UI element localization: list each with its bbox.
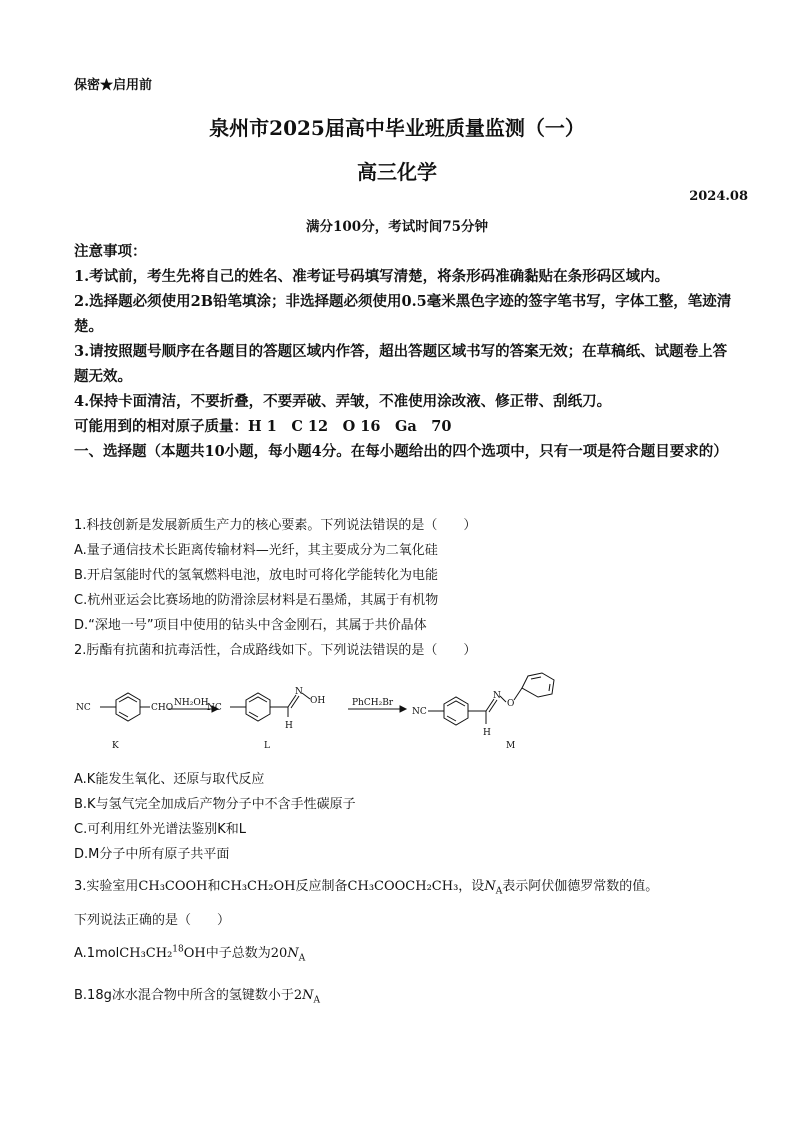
formula-ethanol: CH₃CH₂OH xyxy=(220,879,296,894)
benzene-ring-benzyl xyxy=(522,673,554,697)
m-nc-label: NC xyxy=(412,707,427,717)
notes-block xyxy=(74,239,734,464)
score-time: 满分100分，考试时间75分钟 xyxy=(306,219,488,235)
q3-post2: 表示阿伏伽德罗常数的值。 xyxy=(502,879,659,894)
q3-a-na: N xyxy=(287,946,299,961)
label-l: L xyxy=(264,741,270,751)
note-item-2: 2.选择题必须使用2B铅笔填涂；非选择题必须使用0.5毫米黑色字迹的签字笔书写，字体工整，笔迹清楚。 xyxy=(74,293,732,335)
q3-a-formula: CH₃CH₂ xyxy=(119,946,173,961)
q3-a-oh: OH xyxy=(183,946,206,961)
confidential-label: 保密★启用前 xyxy=(74,78,153,93)
q3-a-value: 20 xyxy=(270,946,288,961)
q3-b-na: N xyxy=(302,988,314,1003)
l-n-label: N xyxy=(295,687,303,697)
q2-option-c: C.可利用红外光谱法鉴别K和L xyxy=(74,822,246,837)
l-oh-label: OH xyxy=(310,696,326,706)
formula-acetic-acid: CH₃COOH xyxy=(138,879,208,894)
q3-mid: 反应制备 xyxy=(295,879,348,894)
m-n-label: N xyxy=(493,691,501,701)
l-h-label: H xyxy=(285,721,293,731)
q3-a-isotope: 18 xyxy=(172,944,184,955)
q3-stem xyxy=(74,875,658,897)
label-m: M xyxy=(506,741,516,751)
m-h-label: H xyxy=(483,728,491,738)
q3-b-na-sub: A xyxy=(313,995,321,1006)
m-o-label: O xyxy=(507,699,515,709)
formula-ethyl-acetate: CH₃COOCH₂CH₃ xyxy=(347,879,459,894)
label-k: K xyxy=(112,741,119,751)
q1-stem: 1.科技创新是发展新质生产力的核心要素。下列说法错误的是（ ） xyxy=(74,518,477,533)
q3-post: ，设 xyxy=(458,879,485,894)
q3-a-na-sub: A xyxy=(298,953,306,964)
exam-date: 2024.08 xyxy=(689,189,748,204)
q2-stem: 2.肟酯有抗菌和抗毒活性，合成路线如下。下列说法错误的是（ ） xyxy=(74,643,477,658)
avogadro-symbol: N xyxy=(484,879,496,894)
note-item-1: 1.考试前，考生先将自己的姓名、准考证号码填写清楚，将条形码准确黏贴在条形码区域内。 xyxy=(74,268,670,285)
q3-a-mid: 中子总数为 xyxy=(205,946,271,961)
exam-title: 泉州市2025届高中毕业班质量监测（一） xyxy=(209,116,585,140)
q3-b-value: 2 xyxy=(293,988,303,1003)
q3-option-a xyxy=(74,942,305,964)
notes-heading: 注意事项： xyxy=(74,243,147,260)
q2-option-d: D.M分子中所有原子共平面 xyxy=(74,847,230,862)
q1-option-a: A.量子通信技术长距离传输材料—光纤，其主要成分为二氧化硅 xyxy=(74,543,438,558)
exam-subject: 高三化学 xyxy=(357,160,437,184)
q2-option-b: B.K与氢气完全加成后产物分子中不含手性碳原子 xyxy=(74,797,356,812)
q3-option-b xyxy=(74,984,320,1006)
k-cho-label: CHO xyxy=(151,703,174,713)
q3-b-pre: B.18g冰水混合物中所含的氢键数小于 xyxy=(74,988,294,1003)
q1-option-c: C.杭州亚运会比赛场地的防滑涂层材料是石墨烯，其属于有机物 xyxy=(74,593,439,608)
l-nc-label: NC xyxy=(207,703,222,713)
atomic-mass: 可能用到的相对原子质量：H 1 C 12 O 16 Ga 70 xyxy=(74,418,452,435)
k-nc-label: NC xyxy=(76,703,91,713)
q3-and: 和 xyxy=(207,879,221,894)
note-item-3: 3.请按照题号顺序在各题目的答题区域内作答，超出答题区域书写的答案无效；在草稿纸、试题卷上答题无效。 xyxy=(74,343,728,385)
section-heading: 一、选择题（本题共10小题，每小题4分。在每小题给出的四个选项中，只有一项是符合题目要求的） xyxy=(74,443,728,460)
q1-option-d: D.“深地一号”项目中使用的钻头中含金刚石，其属于共价晶体 xyxy=(74,618,427,633)
avogadro-subscript: A xyxy=(495,886,503,897)
synthesis-scheme xyxy=(70,662,590,762)
note-item-4: 4.保持卡面清洁，不要折叠，不要弄破、弄皱，不准使用涂改液、修正带、刮纸刀。 xyxy=(74,393,612,410)
reagent-1: NH₂OH xyxy=(174,698,209,708)
q1-option-b: B.开启氢能时代的氢氧燃料电池，放电时可将化学能转化为电能 xyxy=(74,568,439,583)
reagent-2: PhCH₂Br xyxy=(352,698,394,708)
q2-option-a: A.K能发生氧化、还原与取代反应 xyxy=(74,772,265,787)
q3-line2: 下列说法正确的是（ ） xyxy=(74,913,231,928)
q3-stem-pre: 3.实验室用 xyxy=(74,879,139,894)
q3-a-pre: A.1mol xyxy=(74,946,120,961)
